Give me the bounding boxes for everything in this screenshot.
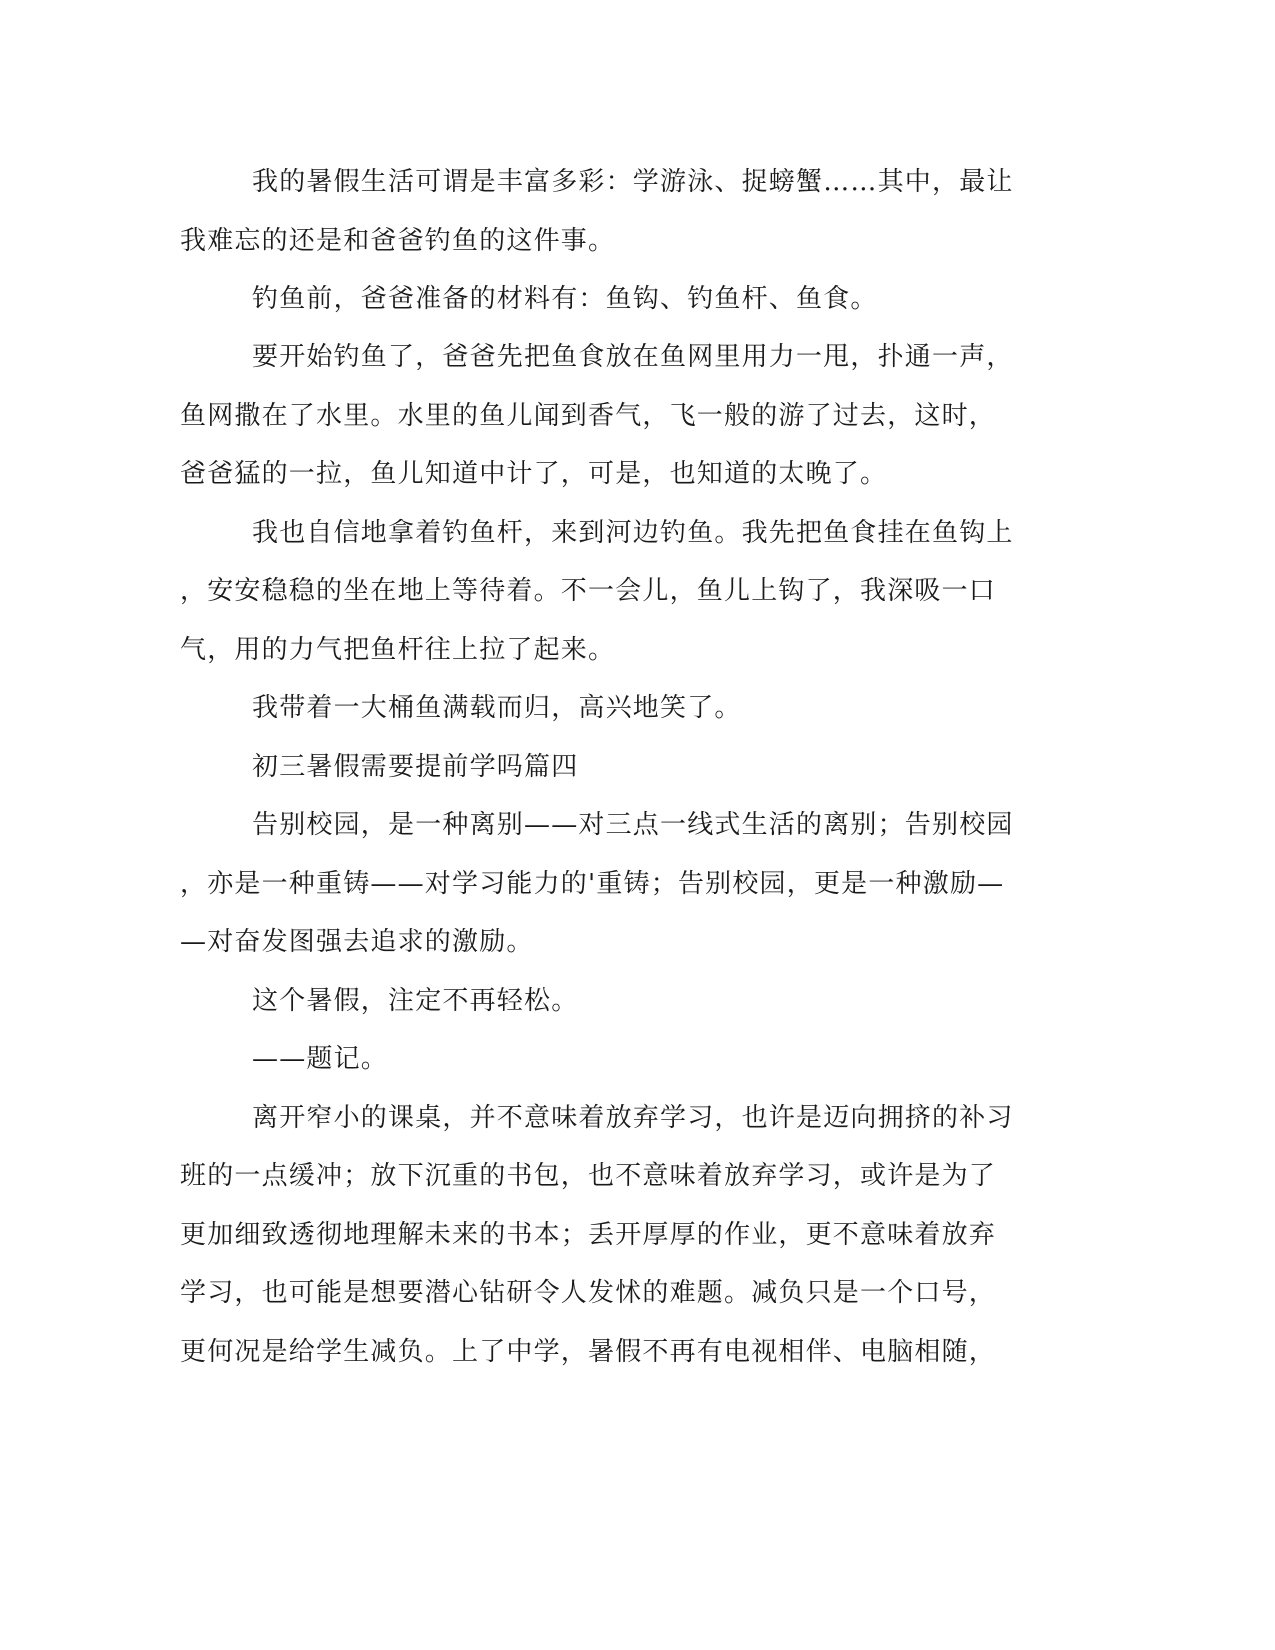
text-line: 告别校园，是一种离别——对三点一线式生活的离别；告别校园 <box>252 810 1014 840</box>
text-line: 鱼网撒在了水里。水里的鱼儿闻到香气，飞一般的游了过去，这时， <box>180 401 997 431</box>
section-heading: 初三暑假需要提前学吗篇四 <box>252 752 579 782</box>
text-line: 更何况是给学生减负。上了中学，暑假不再有电视相伴、电脑相随， <box>180 1337 997 1367</box>
text-line: 我的暑假生活可谓是丰富多彩：学游泳、捉螃蟹……其中，最让 <box>252 167 1014 197</box>
text-line: 我也自信地拿着钓鱼杆，来到河边钓鱼。我先把鱼食挂在鱼钩上 <box>252 518 1014 548</box>
text-line: 学习，也可能是想要潜心钻研令人发怵的难题。减负只是一个口号， <box>180 1278 997 1308</box>
text-line: 更加细致透彻地理解未来的书本；丢开厚厚的作业，更不意味着放弃 <box>180 1220 997 1250</box>
text-line: —对奋发图强去追求的激励。 <box>180 927 534 957</box>
text-line: 我难忘的还是和爸爸钓鱼的这件事。 <box>180 226 616 256</box>
text-line: 离开窄小的课桌，并不意味着放弃学习，也许是迈向拥挤的补习 <box>252 1103 1014 1133</box>
text-line: 要开始钓鱼了，爸爸先把鱼食放在鱼网里用力一甩，扑通一声， <box>252 342 1014 372</box>
text-line: ——题记。 <box>252 1044 389 1074</box>
text-line: ，安安稳稳的坐在地上等待着。不一会儿，鱼儿上钩了，我深吸一口 <box>180 576 997 606</box>
text-line: 我带着一大桶鱼满载而归，高兴地笑了。 <box>252 693 742 723</box>
text-line: 这个暑假，注定不再轻松。 <box>252 986 579 1016</box>
text-line: 钓鱼前，爸爸准备的材料有：鱼钩、钓鱼杆、鱼食。 <box>252 284 878 314</box>
text-line: 气，用的力气把鱼杆往上拉了起来。 <box>180 635 616 665</box>
text-line: 班的一点缓冲；放下沉重的书包，也不意味着放弃学习，或许是为了 <box>180 1161 997 1191</box>
text-line: 爸爸猛的一拉，鱼儿知道中计了，可是，也知道的太晚了。 <box>180 459 888 489</box>
text-line: ，亦是一种重铸——对学习能力的'重铸；告别校园，更是一种激励— <box>180 869 1005 899</box>
